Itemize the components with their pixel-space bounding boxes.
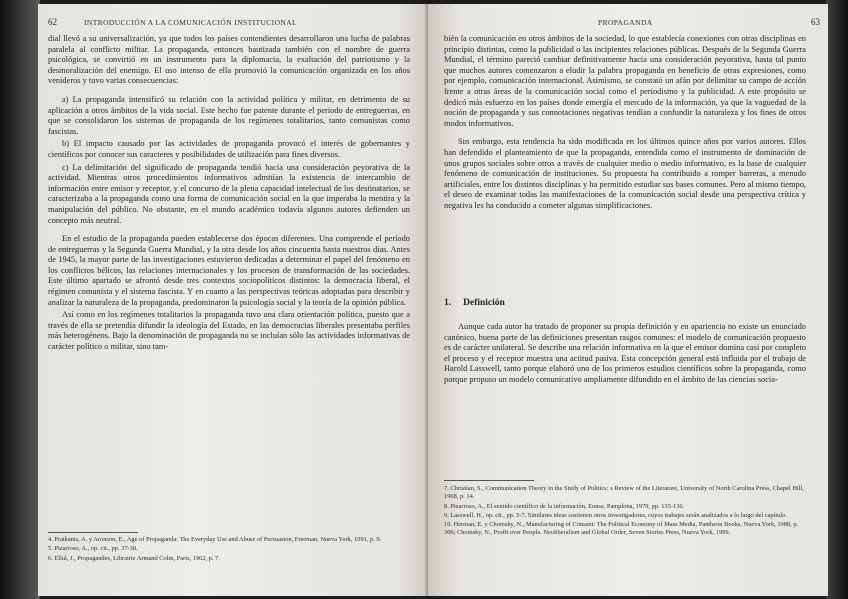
page-number-right: 63 (811, 17, 820, 27)
section-number: 1. (444, 298, 452, 308)
footnote-rule-right (444, 480, 534, 481)
left-body-text (48, 34, 410, 353)
page-number-left: 62 (48, 17, 57, 27)
left-footnotes (48, 536, 410, 563)
footnote: 8. Pizarroso, A., El sentido científico de la información, Eunsa, Pamplona, 1979, pp. 135-136. (444, 502, 685, 510)
paragraph: c) La delimitación del significado de propaganda tendió hacia una consideración peyorativa de la actividad. Mientras otros procedimientos informativos admitían la existencia de intercambio de información entre emisor y receptor, y el concurso de la plena capacidad intelectual de los destinatarios, se caracterizaba a la propaganda como una forma de comunicación social en la que imperaba la mentira y la manipulación del público. No obstante, en el mundo académico todavía algunos autores defienden un concepto más neutral. (48, 162, 410, 225)
paragraph: b) El impacto causado por las actividades de propaganda provocó el interés de gobernantes y científicos por conocer sus caracteres y posibilidades de utilización para fines diversos. (48, 139, 410, 159)
footnote: 7. Christian, S., Communication Theory in the Study of Politics: a Review of the Literature, University of North Carolina Press, Chapel Hill, 1968, p. 14. (444, 485, 804, 501)
paragraph: a) La propaganda intensificó su relación con la actividad política y militar, en detrimento de su aplicación a otros ámbitos de la vida social. Este hecho fue patente durante el periodo de entreguerras, en que se consolidaron los sistemas de propaganda de los regímenes totalitarios, tanto comunistas como fascistas. (48, 94, 410, 136)
footnote: 5. Pizarroso, A., op. cit., pp. 37-38. (48, 545, 138, 553)
page-edge-left (0, 0, 40, 599)
right-body-text-bottom (444, 322, 806, 386)
footnote: 9. Lasswell, H., op. cit., pp. 5-7. Similares ideas sostienen otros investigadores, cuyos trabajes serán analizados a lo largo del capítulo. (444, 511, 787, 519)
paragraph: Aunque cada autor ha tratado de proponer su propia definición y en apariencia no existe un enunciado canónico, buena parte de las definiciones presentan rasgos comunes: el modelo de comunicación propuesto es de carácter unilateral. Se describe una relación informativa en la que el emisor domina casi por completo el proceso y el receptor muestra una actitud pasiva. Esta concepción general está influida por el trabajo de Harold Lasswell, tanto porque elaboró uno de los primeros estudios científicos sobre la propaganda, como porque propuso un modelo comunicativo ampliamente difundido en el ámbito de las ciencias socia- (444, 322, 806, 384)
running-head-right: PROPAGANDA (598, 18, 653, 27)
section-heading (444, 298, 505, 308)
footnote: 6. Ellul, J., Propagandes, Librairie Armand Colin, París, 1962, p. 7. (48, 554, 220, 562)
page-edge-right (826, 0, 848, 599)
footnote: 10. Herman, E. y Chomsky, N., Manufacturing of Consent: The Political Economy of Mass Media, Pantheon Books, Nueva York, 1988, p. 306; Chomsky, N., Profit over People. Neoliberalism and Global Order, Seven Stories Press, Nueva York, 1999. (444, 521, 799, 537)
footnote: 4. Pratkanis, A. y Aronson, E., Age of Propaganda: The Everyday Use and Abuse of Persuasion, Freeman, Nueva York, 1991, p. 9. (48, 536, 382, 543)
paragraph: dial llevó a su universalización, ya que todos los países contendientes desarrollaron una lucha de palabras paralela al conflicto militar. La propaganda, entonces bautizada también con el nombre de guerra psicológica, se convirtió en un instrumento para la diplomacia, la exaltación del patriotismo y la desmoralización del enemigo. El uso intenso de ella promovió la comunicación organizada en los años venideros y tuvo varias consecuencias: (48, 34, 410, 86)
section-title: Definición (463, 298, 505, 308)
left-page (38, 4, 428, 596)
paragraph: Así como en los regímenes totalitarios la propaganda tuvo una clara orientación política, puesto que a través de ella se pretendía difundir la ideología del Estado, en las democracias liberales presentaba perfiles más heterogéneos. Bajo la denominación de propaganda no se incluían sólo las actividades informativas de carácter político o militar, sino tam- (48, 310, 410, 352)
right-body-text-top (444, 34, 806, 212)
right-page (428, 4, 828, 596)
running-head-left: INTRODUCCIÓN A LA COMUNICACIÓN INSTITUCIONAL (84, 18, 298, 27)
paragraph: Sin embargo, esta tendencia ha sido modificada en los últimos quince años por varios autores. Ellos han defendido el planteamiento de que la propaganda, entendida como el instrumento de dominación de unos grupos sociales sobre otros a través de cualquier medio o medio informativo, es la base de cualquier fenómeno de comunicación de instituciones. Su propuesta ha contribuido a romper barreras, a menudo artificiales, entre los distintos disciplinas y ha permitido estudiar sus bases comunes. Pero al mismo tiempo, el deseo de examinar todas las manifestaciones de la comunicación social desde una perspectiva crítica y negativa les ha conducido a cometer algunas simplificaciones. (444, 137, 806, 210)
paragraph: bién la comunicación en otros ámbitos de la sociedad, lo que establecía conexiones con otras disciplinas en principio distintas, como la publicidad o las incipientes relaciones públicas. Después de la Segunda Guerra Mundial, el término pareció cambiar definitivamente hacia una consideración peyorativa, hasta tal punto que muchos autores comenzaron a eludir la palabra propaganda en beneficio de otras expresiones, como por ejemplo, comunicación internacional. Asimismo, se constató un afán por delimitar su campo de acción frente a otras áreas de la comunicación social como el periodismo y la publicidad. A este propósito se dedicó más esfuerzo en los países donde emergía el mercado de la información, ya que la vaguedad de la noción de propaganda y sus connotaciones negativas tendían a confundir la naturaleza y los fines de otros modos informativos. (444, 34, 806, 128)
footnote-rule-left (48, 532, 138, 533)
right-footnotes (444, 485, 806, 538)
paragraph: En el estudio de la propaganda pueden establecerse dos épocas diferentes. Una comprende el período de entreguerras y la Segunda Guerra Mundial, y la otra desde los años cincuenta hasta nuestros días. Antes de 1945, la mayor parte de las investigaciones estuvieron dedicadas a determinar el papel del fenómeno en los conflictos bélicos, las relaciones internacionales y los procesos de transformación de las sociedades. Este último apartado se afrontó desde tres contextos sociopolíticos distintos: la democracia liberal, el régimen comunista y el sistema fascista. Y en cuanto a las perspectivas teóricas adoptadas para describir y analizar la naturaleza de la propaganda, predominaron la psicología social y la teoría de la opinión pública. (48, 234, 410, 307)
